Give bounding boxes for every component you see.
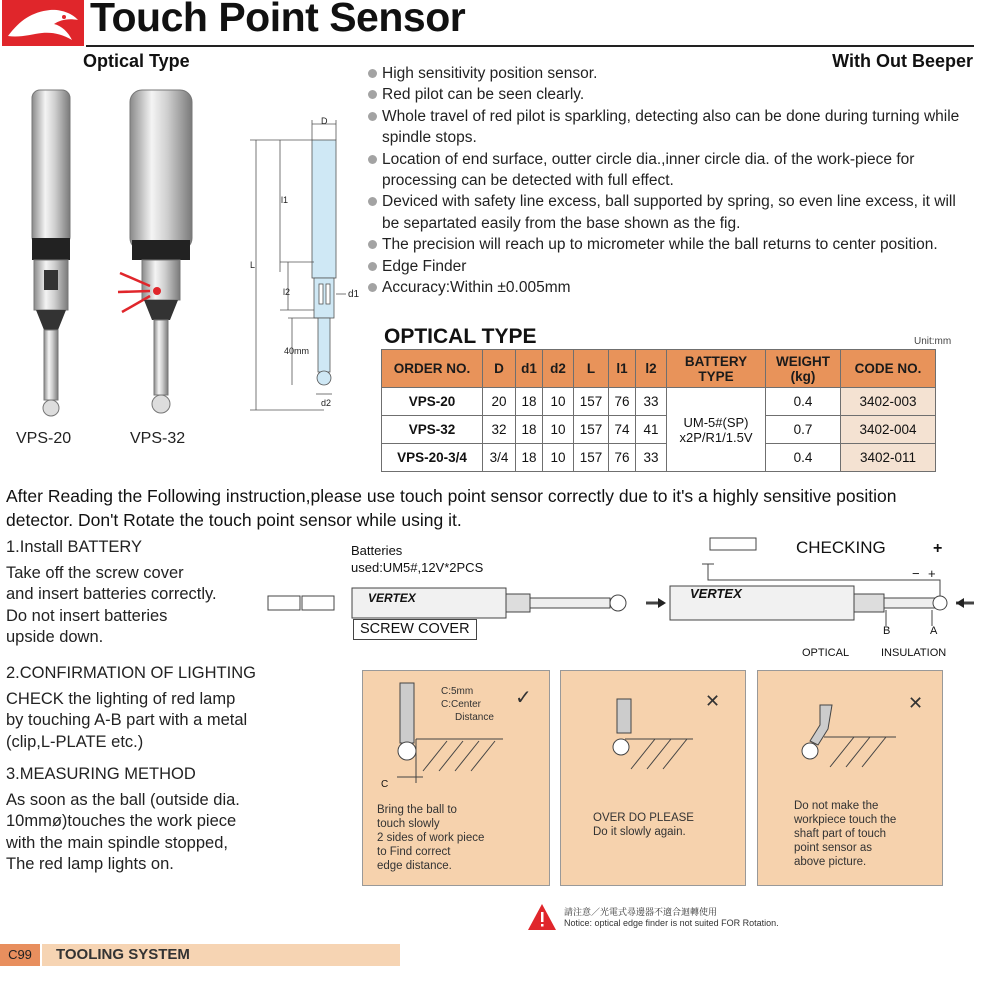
note-line: C:5mm — [441, 686, 474, 697]
unit-label: Unit:mm — [914, 336, 952, 347]
feature-item: Whole travel of red pilot is sparkling, detecting also can be done during turning while spindle stops. — [368, 106, 968, 149]
caption-line: touch slowly — [377, 818, 440, 830]
bullet-icon — [368, 197, 377, 206]
col-d1: d1 — [516, 350, 543, 388]
cross-icon: ✕ — [908, 693, 924, 713]
panel-note — [441, 685, 494, 724]
cell-L: 157 — [574, 444, 609, 472]
cell-order: VPS-20 — [382, 388, 483, 416]
cell-l1: 74 — [609, 416, 636, 444]
feature-item: High sensitivity position sensor. — [368, 63, 968, 84]
dim-d1: d1 — [348, 289, 360, 300]
caption-line: OVER DO PLEASE — [593, 812, 694, 824]
vps32-label: VPS-32 — [130, 430, 186, 447]
cell-l2: 33 — [636, 388, 667, 416]
cell-L: 157 — [574, 416, 609, 444]
eagle-icon — [2, 0, 84, 46]
feature-item: Edge Finder — [368, 256, 968, 277]
bullet-icon — [368, 262, 377, 271]
step3-line: with the main spindle stopped, — [6, 833, 228, 852]
cell-l2: 41 — [636, 416, 667, 444]
battery-note — [351, 542, 483, 576]
table-header-row — [382, 350, 936, 388]
step3-title: 3.MEASURING METHOD — [6, 765, 196, 783]
dim-l2: l2 — [283, 287, 291, 297]
dim-d2: d2 — [321, 398, 332, 408]
col-D: D — [483, 350, 516, 388]
plus-top: + — [933, 540, 943, 557]
col-order: ORDER NO. — [382, 350, 483, 388]
step2 — [6, 663, 356, 753]
optical-label: OPTICAL — [802, 647, 850, 659]
label-b: B — [883, 625, 891, 637]
beeper-note: With Out Beeper — [832, 51, 973, 71]
cell-order: VPS-32 — [382, 416, 483, 444]
table-row — [382, 388, 936, 416]
cell-d1: 18 — [516, 416, 543, 444]
warning-icon — [526, 902, 558, 932]
dim-l1: l1 — [281, 195, 289, 205]
check-icon: ✓ — [515, 687, 532, 709]
vertex-brand: VERTEX — [368, 591, 416, 605]
cell-d2: 10 — [543, 444, 574, 472]
col-code: CODE NO. — [841, 350, 936, 388]
table-title: OPTICAL TYPE — [384, 325, 537, 348]
cell-L: 157 — [574, 388, 609, 416]
dim-L: L — [250, 260, 256, 270]
step2-line: by touching A-B part with a metal — [6, 711, 248, 729]
product-photos — [0, 80, 230, 430]
caption-line: Bring the ball to — [377, 804, 457, 816]
panel-caption — [794, 799, 896, 869]
label-a: A — [930, 625, 938, 637]
cell-battery: UM-5#(SP) x2P/R1/1.5V — [667, 388, 766, 472]
col-weight: WEIGHT (kg) — [766, 350, 841, 388]
col-L: L — [574, 350, 609, 388]
spec-table — [381, 349, 936, 472]
step3 — [6, 764, 356, 876]
cell-D: 3/4 — [483, 444, 516, 472]
label-c: C — [381, 779, 389, 790]
panel-shaft — [757, 670, 943, 886]
col-d2: d2 — [543, 350, 574, 388]
step1 — [6, 537, 266, 649]
caption-line: edge distance. — [377, 860, 452, 872]
step2-title: 2.CONFIRMATION OF LIGHTING — [6, 664, 256, 682]
feature-list — [368, 63, 968, 298]
col-l1: l1 — [609, 350, 636, 388]
step3-line: 10mmø)touches the work piece — [6, 812, 237, 830]
table-row — [382, 444, 936, 472]
title-divider — [86, 45, 974, 47]
cell-weight: 0.4 — [766, 388, 841, 416]
bullet-icon — [368, 283, 377, 292]
panel-correct — [362, 670, 550, 886]
feature-item: Red pilot can be seen clearly. — [368, 84, 968, 105]
cell-d2: 10 — [543, 388, 574, 416]
feature-item: Accuracy:Within ±0.005mm — [368, 277, 968, 298]
cell-l2: 33 — [636, 444, 667, 472]
caption-line: to Find correct — [377, 846, 451, 858]
panel-caption — [377, 803, 484, 873]
panel-overdo — [560, 670, 746, 886]
vps32-photo — [118, 90, 192, 413]
step1-title: 1.Install BATTERY — [6, 538, 143, 556]
cell-order: VPS-20-3/4 — [382, 444, 483, 472]
cell-D: 20 — [483, 388, 516, 416]
minus-sign: − — [912, 566, 920, 581]
cell-code: 3402-003 — [841, 388, 936, 416]
screw-cover-label: SCREW COVER — [353, 619, 477, 640]
col-battery: BATTERY TYPE — [667, 350, 766, 388]
caption-line: 2 sides of work piece — [377, 832, 485, 844]
dim-40mm: 40mm — [284, 346, 310, 356]
battery-label: Batteries — [351, 543, 403, 558]
battery-spec: used:UM5#,12V*2PCS — [351, 560, 484, 575]
bullet-icon — [368, 240, 377, 249]
page-number: C99 — [0, 944, 40, 966]
caption-line: workpiece touch the — [794, 814, 897, 826]
note-line: Distance — [455, 712, 494, 723]
step3-line: The red lamp lights on. — [6, 855, 174, 873]
brand-logo — [2, 0, 84, 46]
cell-code: 3402-004 — [841, 416, 936, 444]
col-l2: l2 — [636, 350, 667, 388]
step1-line: Do not insert batteries — [6, 606, 168, 625]
step2-line: CHECK the lighting of red lamp — [6, 689, 236, 708]
caption-line: above picture. — [794, 856, 867, 868]
cell-weight: 0.4 — [766, 444, 841, 472]
cell-l1: 76 — [609, 388, 636, 416]
insulation-label: INSULATION — [881, 647, 947, 659]
cell-d1: 18 — [516, 388, 543, 416]
table-row — [382, 416, 936, 444]
checking-title: CHECKING — [796, 538, 886, 557]
caption-line: Do it slowly again. — [593, 826, 686, 838]
cell-d1: 18 — [516, 444, 543, 472]
bullet-icon — [368, 90, 377, 99]
caption-line: shaft part of touch — [794, 828, 887, 840]
feature-item: Location of end surface, outter circle dia.,inner circle dia. of the work-piece for processing can be detected with full effect. — [368, 149, 968, 192]
step1-line: upside down. — [6, 628, 104, 646]
step3-line: As soon as the ball (outside dia. — [6, 790, 240, 809]
vps20-photo — [32, 90, 70, 416]
bullet-icon — [368, 155, 377, 164]
step1-line: and insert batteries correctly. — [6, 585, 217, 603]
vertex-brand-2: VERTEX — [690, 586, 742, 601]
step2-line: (clip,L-PLATE etc.) — [6, 732, 144, 751]
feature-item: The precision will reach up to micrometer while the ball returns to center position. — [368, 234, 968, 255]
caption-line: Do not make the — [794, 800, 879, 812]
product-subtitle: Optical Type — [83, 51, 190, 71]
note-line: C:Center — [441, 699, 482, 710]
vps20-label: VPS-20 — [16, 430, 72, 447]
notice-cn: 請注意／光電式尋邊器不適合迴轉使用 — [564, 907, 718, 917]
cross-icon: ✕ — [705, 691, 721, 711]
intro-text: After Reading the Following instruction,please use touch point sensor correctly due to it's a highly sensitive position detector. Don't Rotate the touch point sensor while using it. — [6, 486, 897, 530]
plus-sign: + — [928, 566, 936, 581]
step1-line: Take off the screw cover — [6, 563, 184, 582]
panel-caption — [593, 811, 694, 839]
cell-code: 3402-011 — [841, 444, 936, 472]
cell-d2: 10 — [543, 416, 574, 444]
bullet-icon — [368, 69, 377, 78]
notice-en: Notice: optical edge finder is not suited FOR Rotation. — [564, 918, 779, 928]
page-title: Touch Point Sensor — [90, 0, 466, 40]
cell-D: 32 — [483, 416, 516, 444]
bullet-icon — [368, 112, 377, 121]
feature-item: Deviced with safety line excess, ball supported by spring, so even line excess, it will be separtated easily from the base shown as the fig. — [368, 191, 968, 234]
cell-l1: 76 — [609, 444, 636, 472]
cell-weight: 0.7 — [766, 416, 841, 444]
footer-label: TOOLING SYSTEM — [42, 944, 400, 966]
caption-line: point sensor as — [794, 842, 872, 854]
dim-d: D — [321, 116, 328, 126]
